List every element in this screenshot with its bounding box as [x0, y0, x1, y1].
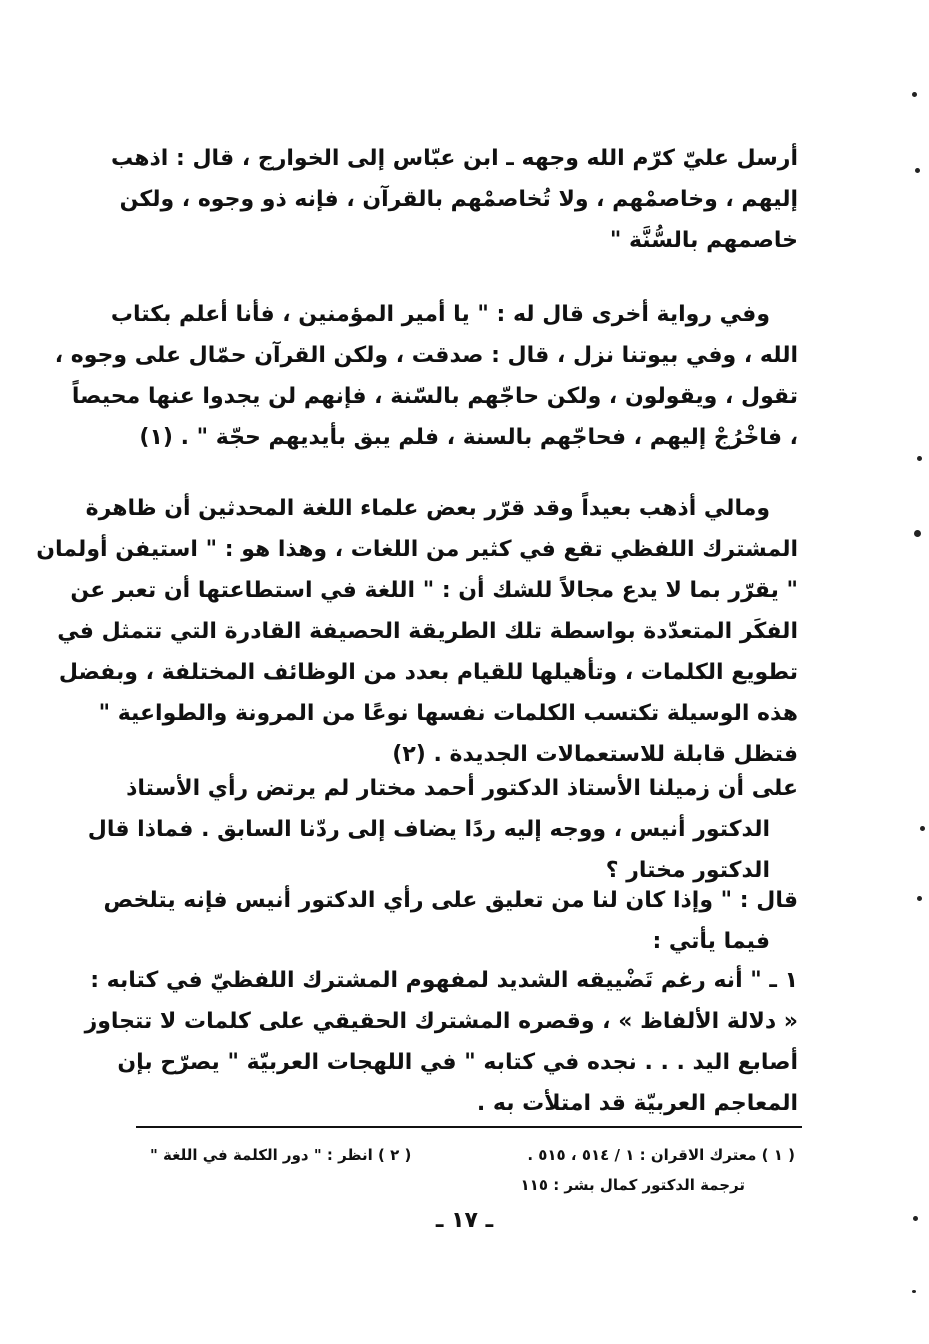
scan-speck [913, 1216, 918, 1221]
paragraph-3 [36, 488, 798, 775]
footnote-2: ( ٢ ) انظر : " دور الكلمة في اللغة " [150, 1146, 412, 1164]
scan-speck [914, 530, 921, 537]
scan-speck [912, 92, 917, 97]
paragraph-line: أرسل عليّ كرّم الله وجهه ـ ابن عبّاس إلى الخوارج ، قال : اذهب [110, 146, 798, 171]
footnote-2-continuation: ترجمة الدكتور كمال بشر : ١١٥ [520, 1176, 745, 1194]
footnote-divider [136, 1126, 802, 1128]
paragraph-line: المعاجم العربيّة قد امتلأت به . [476, 1091, 798, 1116]
paragraph-line: الدكتور مختار ؟ [605, 858, 770, 883]
paragraph-line: الفكَر المتعدّدة بواسطة تلك الطريقة الحصيفة القادرة التي تتمثل في [57, 619, 798, 644]
paragraph-line: ، فاخْرُجْ إليهم ، فحاجّهم بالسنة ، فلم يبق بأيديهم حجّة " . (١) [139, 425, 798, 450]
footnote-row [150, 1140, 795, 1170]
page-number: ـ ١٧ ـ [435, 1208, 494, 1233]
paragraph-5 [103, 880, 798, 962]
paragraph-1 [110, 138, 798, 261]
paragraph-line: على أن زميلنا الأستاذ الدكتور أحمد مختار لم يرتض رأي الأستاذ [126, 776, 798, 801]
paragraph-2 [54, 294, 798, 458]
paragraph-line: تطويع الكلمات ، وتأهيلها للقيام بعدد من الوظائف المختلفة ، وبفضل [58, 660, 798, 685]
paragraph-line: فيما يأتي : [652, 929, 770, 954]
paragraph-line: إليهم ، وخاصمْهم ، ولا تُخاصمْهم بالقرآن ، فإنه ذو وجوه ، ولكن [119, 187, 798, 212]
paragraph-line: الله ، وفي بيوتنا نزل ، قال : صدقت ، ولكن القرآن حمّال على وجوه ، [54, 343, 798, 368]
scan-speck [920, 826, 925, 831]
scan-speck [917, 896, 922, 901]
paragraph-line: فتظل قابلة للاستعمالات الجديدة . (٢) [392, 742, 798, 767]
paragraph-line: « دلالة الألفاظ » ، وقصره المشترك الحقيقي على كلمات لا تتجاوز [84, 1009, 798, 1034]
paragraph-line: قال : " وإذا كان لنا من تعليق على رأي الدكتور أنيس فإنه يتلخص [103, 888, 798, 913]
footnotes [150, 1140, 795, 1200]
paragraph-6 [84, 960, 798, 1124]
paragraph-line: " يقرّر بما لا يدع مجالاً للشك أن : " اللغة في استطاعتها أن تعبر عن [70, 578, 798, 603]
paragraph-line: وفي رواية أخرى قال له : " يا أمير المؤمنين ، فأنا أعلم بكتاب [110, 302, 770, 327]
paragraph-line: هذه الوسيلة تكتسب الكلمات نفسها نوعًا من المرونة والطواعية " [98, 701, 798, 726]
scan-speck [912, 1290, 916, 1293]
footnote-1: ( ١ ) معترك الاقران : ١ / ٥١٤ ، ٥١٥ . [527, 1146, 795, 1164]
scan-speck [917, 456, 922, 461]
paragraph-line: ومالي أذهب بعيداً وقد قرّر بعض علماء اللغة المحدثين أن ظاهرة [85, 496, 770, 521]
paragraph-line: أصابع اليد . . . نجده في كتابه " في اللهجات العربيّة " يصرّح بإن [117, 1050, 798, 1075]
paragraph-line: خاصمهم بالسُّنَّة " [609, 228, 798, 253]
scan-speck [915, 168, 920, 173]
paragraph-line: ١ ـ " أنه رغم تَضْييقه الشديد لمفهوم المشترك اللفظيّ في كتابه : [90, 968, 798, 993]
paragraph-line: الدكتور أنيس ، ووجه إليه ردًا يضاف إلى ردّنا السابق . فماذا قال [87, 817, 770, 842]
paragraph-line: المشترك اللفظي تقع في كثير من اللغات ، وهذا هو : " استيفن أولمان [36, 537, 798, 562]
paragraph-line: تقول ، ويقولون ، ولكن حاجّهم بالسّنة ، فإنهم لن يجدوا عنها محيصاً [71, 384, 798, 409]
paragraph-4 [87, 768, 798, 891]
